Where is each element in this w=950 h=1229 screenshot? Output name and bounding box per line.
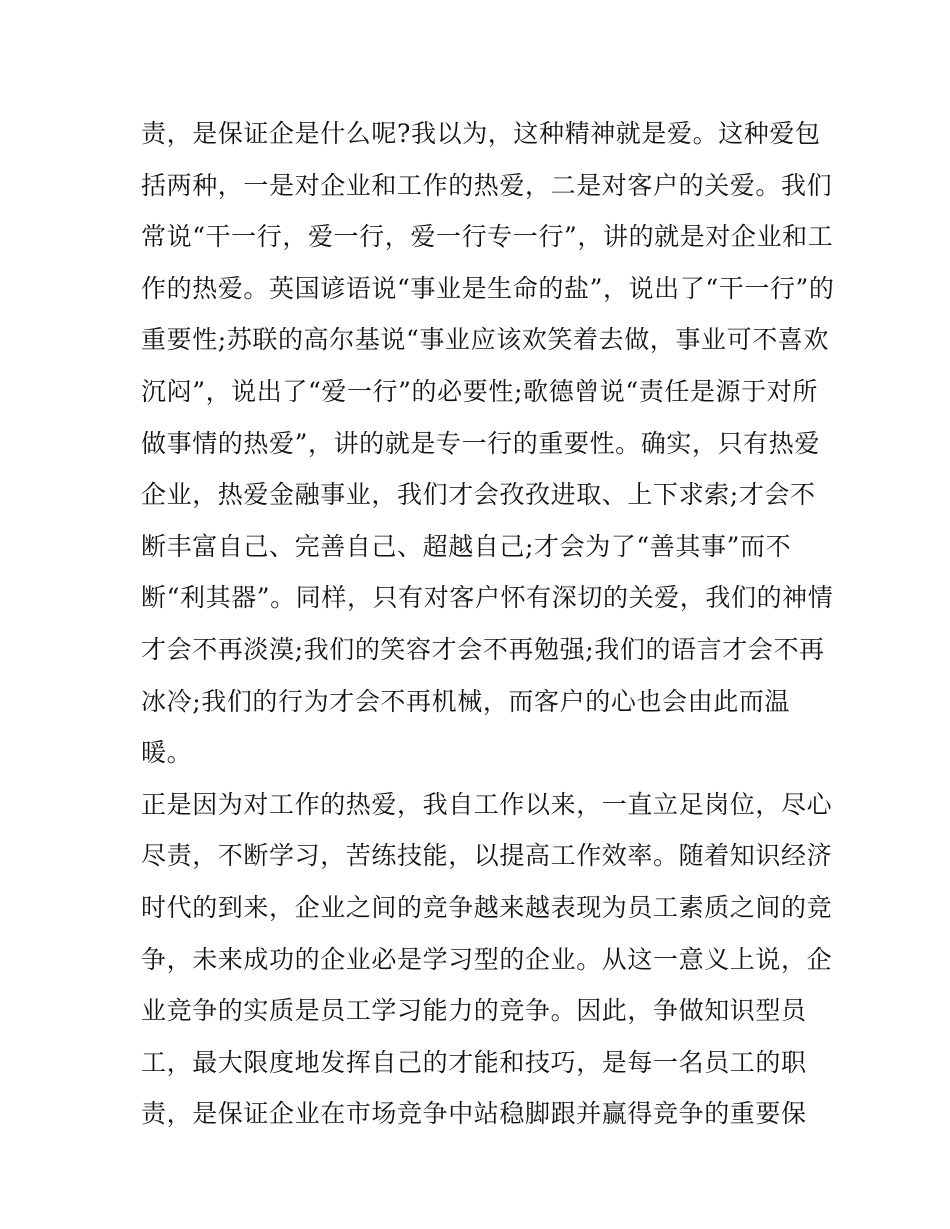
text-line: 冰冷;我们的行为才会不再机械，而客户的心也会由此而温 (141, 686, 791, 716)
text-line: 常说“干一行，爱一行，爱一行专一行”，讲的就是对企业和工 (141, 222, 834, 252)
text-line: 才会不再淡漠;我们的笑容才会不再勉强;我们的语言才会不再 (141, 634, 825, 664)
text-line: 断“利其器”。同样，只有对客户怀有深切的关爱，我们的神情 (141, 583, 834, 613)
text-line: 责，是保证企业在市场竞争中站稳脚跟并赢得竞争的重要保 (141, 1099, 807, 1129)
text-line: 做事情的热爱”，讲的就是专一行的重要性。确实，只有热爱 (141, 428, 820, 458)
document-body (141, 108, 835, 1140)
text-line: 时代的到来，企业之间的竞争越来越表现为员工素质之间的竞 (141, 892, 833, 922)
text-line: 责，是保证企是什么呢?我以为，这种精神就是爱。这种爱包 (141, 119, 821, 148)
text-line: 工，最大限度地发挥自己的才能和技巧，是每一名员工的职 (141, 1047, 807, 1077)
text-line: 断丰富自己、完善自己、超越自己;才会为了“善其事”而不 (141, 531, 792, 561)
text-line: 尽责，不断学习，苦练技能，以提高工作效率。随着知识经济 (141, 841, 833, 871)
text-line: 业竞争的实质是员工学习能力的竞争。因此，争做知识型员 (141, 996, 807, 1026)
text-line: 作的热爱。英国谚语说“事业是生命的盐”，说出了“干一行”的 (141, 273, 835, 303)
text-line: 企业，热爱金融事业，我们才会孜孜进取、上下求索;才会不 (141, 480, 816, 510)
text-line: 括两种，一是对企业和工作的热爱，二是对客户的关爱。我们 (141, 170, 833, 200)
text-line: 重要性;苏联的高尔基说“事业应该欢笑着去做，事业可不喜欢 (141, 325, 830, 355)
text-line: 暖。 (141, 738, 193, 768)
text-line: 争，未来成功的企业必是学习型的企业。从这一意义上说，企 (141, 944, 833, 974)
text-line: 沉闷”，说出了“爱一行”的必要性;歌德曾说“责任是源于对所 (141, 376, 818, 406)
text-line: 正是因为对工作的热爱，我自工作以来，一直立足岗位，尽心 (141, 789, 833, 819)
